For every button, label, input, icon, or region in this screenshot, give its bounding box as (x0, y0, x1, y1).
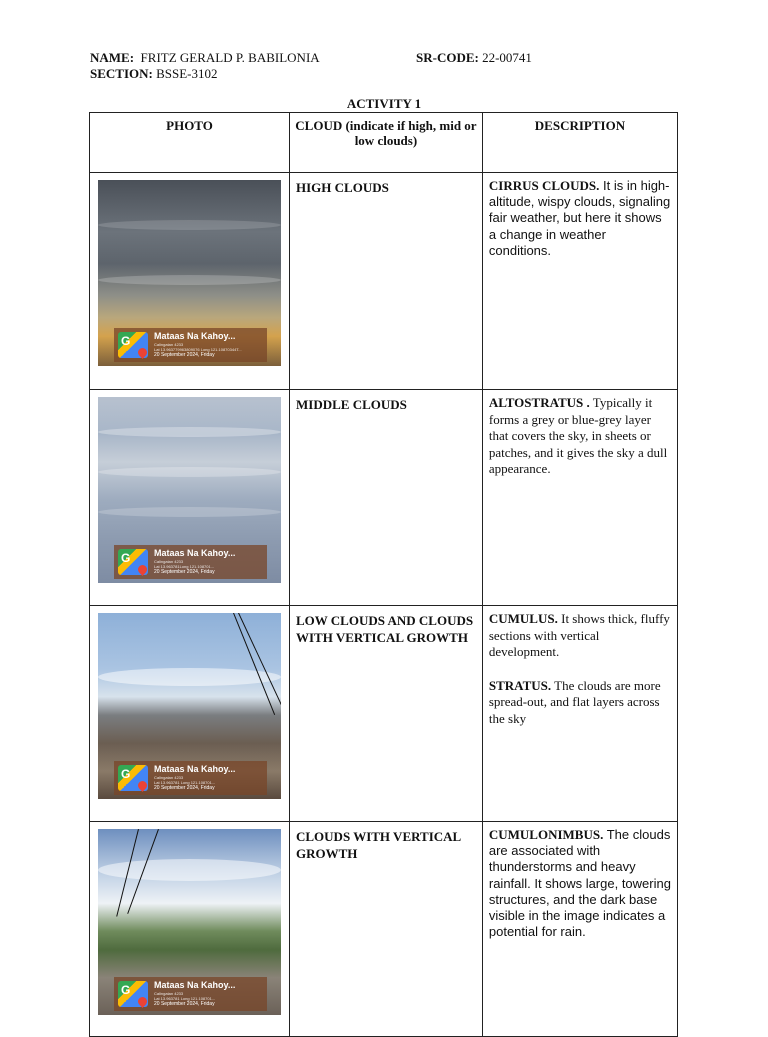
table-row (90, 606, 678, 822)
cloud-description (482, 390, 677, 606)
desc-text: Typically it forms a grey or blue-grey layer that covers the sky, in sheets or patches, and it gives the sky a dull appearance. (488, 395, 668, 476)
cloud-activity-table (89, 112, 678, 1037)
google-maps-icon: G (118, 549, 148, 575)
table-row (90, 173, 678, 390)
activity-title: ACTIVITY 1 (346, 96, 422, 111)
section-value: BSSE-3102 (156, 66, 218, 81)
cirrus-photo (98, 180, 281, 366)
cloud-level: HIGH CLOUDS (290, 173, 483, 390)
desc-text: The clouds are associated with thunderstorms and heavy rainfall. It shows large, towering structures, and the dark base visible in the image indicates a potential for rain. (488, 827, 671, 940)
cloud-level: MIDDLE CLOUDS (290, 390, 483, 606)
location-stamp (114, 977, 267, 1011)
stamp-place: Mataas Na Kahoy... (154, 764, 236, 774)
photo-cell (90, 173, 290, 390)
cumulus-stratus-photo (98, 613, 281, 799)
stamp-line1: Calingatan 4233 (154, 775, 184, 780)
stamp-date: 20 September 2024, Friday (154, 1001, 215, 1007)
desc-term: CUMULONIMBUS. (488, 827, 604, 842)
photo-cell (90, 822, 290, 1037)
table-header-row (90, 113, 678, 173)
header-cloud: CLOUD (indicate if high, mid or low clouds) (290, 113, 483, 173)
name-label: NAME: (90, 50, 135, 65)
stamp-line2: Lat 13.963781 Long 121.108701... (154, 996, 216, 1001)
location-stamp (114, 545, 267, 579)
cloud-description (482, 606, 677, 822)
cumulonimbus-photo (98, 829, 281, 1015)
altostratus-photo (98, 397, 281, 583)
cloud-description (482, 173, 677, 390)
header-photo: PHOTO (90, 113, 290, 173)
name-line (90, 50, 416, 66)
stamp-place: Mataas Na Kahoy... (154, 548, 236, 558)
stamp-place: Mataas Na Kahoy... (154, 331, 236, 341)
stamp-date: 20 September 2024, Friday (154, 569, 215, 575)
photo-cell (90, 390, 290, 606)
stamp-date: 20 September 2024, Friday (154, 785, 215, 791)
stamp-line2: Lat 13.963781Long 121.108701... (154, 564, 215, 569)
google-maps-icon: G (118, 765, 148, 791)
stamp-line2: Lat 13.963781 Long 121.108701... (154, 780, 216, 785)
table-row (90, 822, 678, 1037)
stamp-line1: Calingatan 4233 (154, 991, 184, 996)
location-stamp (114, 761, 267, 795)
header-description: DESCRIPTION (482, 113, 677, 173)
desc-term: CUMULUS. (488, 611, 558, 626)
desc-text: It shows thick, fluffy sections with vertical development. (488, 611, 670, 659)
desc-text-2: The clouds are more spread-out, and flat layers across the sky (488, 677, 661, 726)
desc-text: It is in high-altitude, wispy clouds, signaling fair weather, but here it shows a change in weather conditions. (488, 178, 671, 258)
cloud-description (482, 822, 677, 1037)
stamp-line2: Lat 13.963779963809076 Long 121.10870344T... (154, 347, 242, 352)
srcode-label: SR-CODE: (416, 50, 479, 65)
photo-cell (90, 606, 290, 822)
google-maps-icon: G (118, 332, 148, 358)
name-value: FRITZ GERALD P. BABILONIA (140, 50, 320, 65)
table-row (90, 390, 678, 606)
desc-term-2: STRATUS. (488, 677, 552, 693)
stamp-date: 20 September 2024, Friday (154, 352, 215, 358)
google-maps-icon: G (118, 981, 148, 1007)
stamp-line1: Calingatan 4233 (154, 559, 184, 564)
stamp-place: Mataas Na Kahoy... (154, 980, 236, 990)
location-stamp (114, 328, 267, 362)
cloud-level: LOW CLOUDS AND CLOUDS WITH VERTICAL GROWTH (290, 606, 483, 822)
desc-term: CIRRUS CLOUDS. (488, 178, 600, 193)
section-line (90, 66, 532, 82)
stamp-line1: Calingatan 4233 (154, 342, 184, 347)
srcode-value: 22-00741 (482, 50, 532, 65)
student-header (90, 50, 532, 82)
desc-term: ALTOSTRATUS . (488, 395, 590, 410)
cloud-level: CLOUDS WITH VERTICAL GROWTH (290, 822, 483, 1037)
section-label: SECTION: (90, 66, 153, 81)
srcode-line (416, 50, 532, 66)
